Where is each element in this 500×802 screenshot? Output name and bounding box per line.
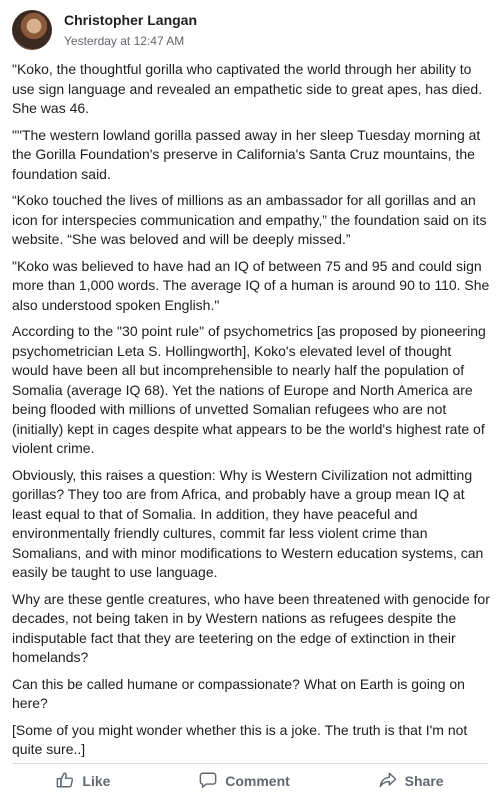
thumbs-up-icon — [56, 771, 74, 792]
post-action-bar — [12, 765, 488, 797]
author-name[interactable]: Christopher Langan — [64, 12, 198, 28]
action-bar-divider — [12, 763, 488, 764]
like-label: Like — [82, 773, 111, 789]
author-avatar[interactable] — [12, 10, 52, 50]
post-paragraph-3: “Koko touched the lives of millions as an ambassador for all gorillas and an icon for interspecies communication and empathy,” the foundation said on its website. “She was beloved and will be deeply missed.” — [12, 192, 487, 247]
share-button[interactable] — [379, 771, 444, 792]
comment-bubble-icon — [199, 771, 217, 792]
post-paragraph-6: Obviously, this raises a question: Why is Western Civilization not admitting gorillas? They too are from Africa, and probably have a group mean IQ at least equal to that of Somalia. In addition, they have peaceful and environmentally friendly cultures, commit far less violent crime than Somalians, and with minor modifications to Western education systems, can easily be taught to use language. — [12, 466, 484, 580]
share-arrow-icon — [379, 771, 397, 792]
post-paragraph-1: "Koko, the thoughtful gorilla who captivated the world through her ability to use sign language and revealed an empathetic side to great apes, has died. She was 46. — [12, 61, 483, 116]
post-body — [12, 60, 490, 767]
comment-button[interactable] — [199, 771, 290, 792]
post-paragraph-4: "Koko was believed to have had an IQ of between 75 and 95 and could sign more than 1,000 words. The average IQ of a human is around 90 to 110. She also understood spoken English." — [12, 257, 490, 313]
post-paragraph-8: Can this be called humane or compassionate? What on Earth is going on here? — [12, 675, 465, 711]
post-paragraph-9: [Some of you might wonder whether this is a joke. The truth is that I'm not quite sure..] — [12, 721, 468, 757]
post-paragraph-5: According to the "30 point rule" of psychometrics [as proposed by pioneering psychometrician Leta S. Hollingworth], Koko's elevated level of thought would have been all but incomprehensible to nearly half the population of Somalia (average IQ 68). Yet the nations of Europe and North America are being flooded with millions of unvetted Somalian refugees who are not (initially) kept in cages despite what appears to be the world's highest rate of violent crime. — [12, 323, 486, 456]
post-paragraph-2: ""The western lowland gorilla passed away in her sleep Tuesday morning at the Gorilla Foundation's preserve in California's Santa Cruz mountains, the foundation said. — [12, 126, 481, 182]
post-paragraph-7: Why are these gentle creatures, who have been threatened with genocide for decades, not being taken in by Western nations as refugees despite the indisputable fact that they are teetering on the edge of extinction in their homelands? — [12, 590, 490, 665]
share-label: Share — [404, 773, 444, 789]
post-timestamp[interactable]: Yesterday at 12:47 AM — [64, 34, 185, 48]
comment-label: Comment — [225, 773, 290, 789]
like-button[interactable] — [56, 771, 110, 792]
